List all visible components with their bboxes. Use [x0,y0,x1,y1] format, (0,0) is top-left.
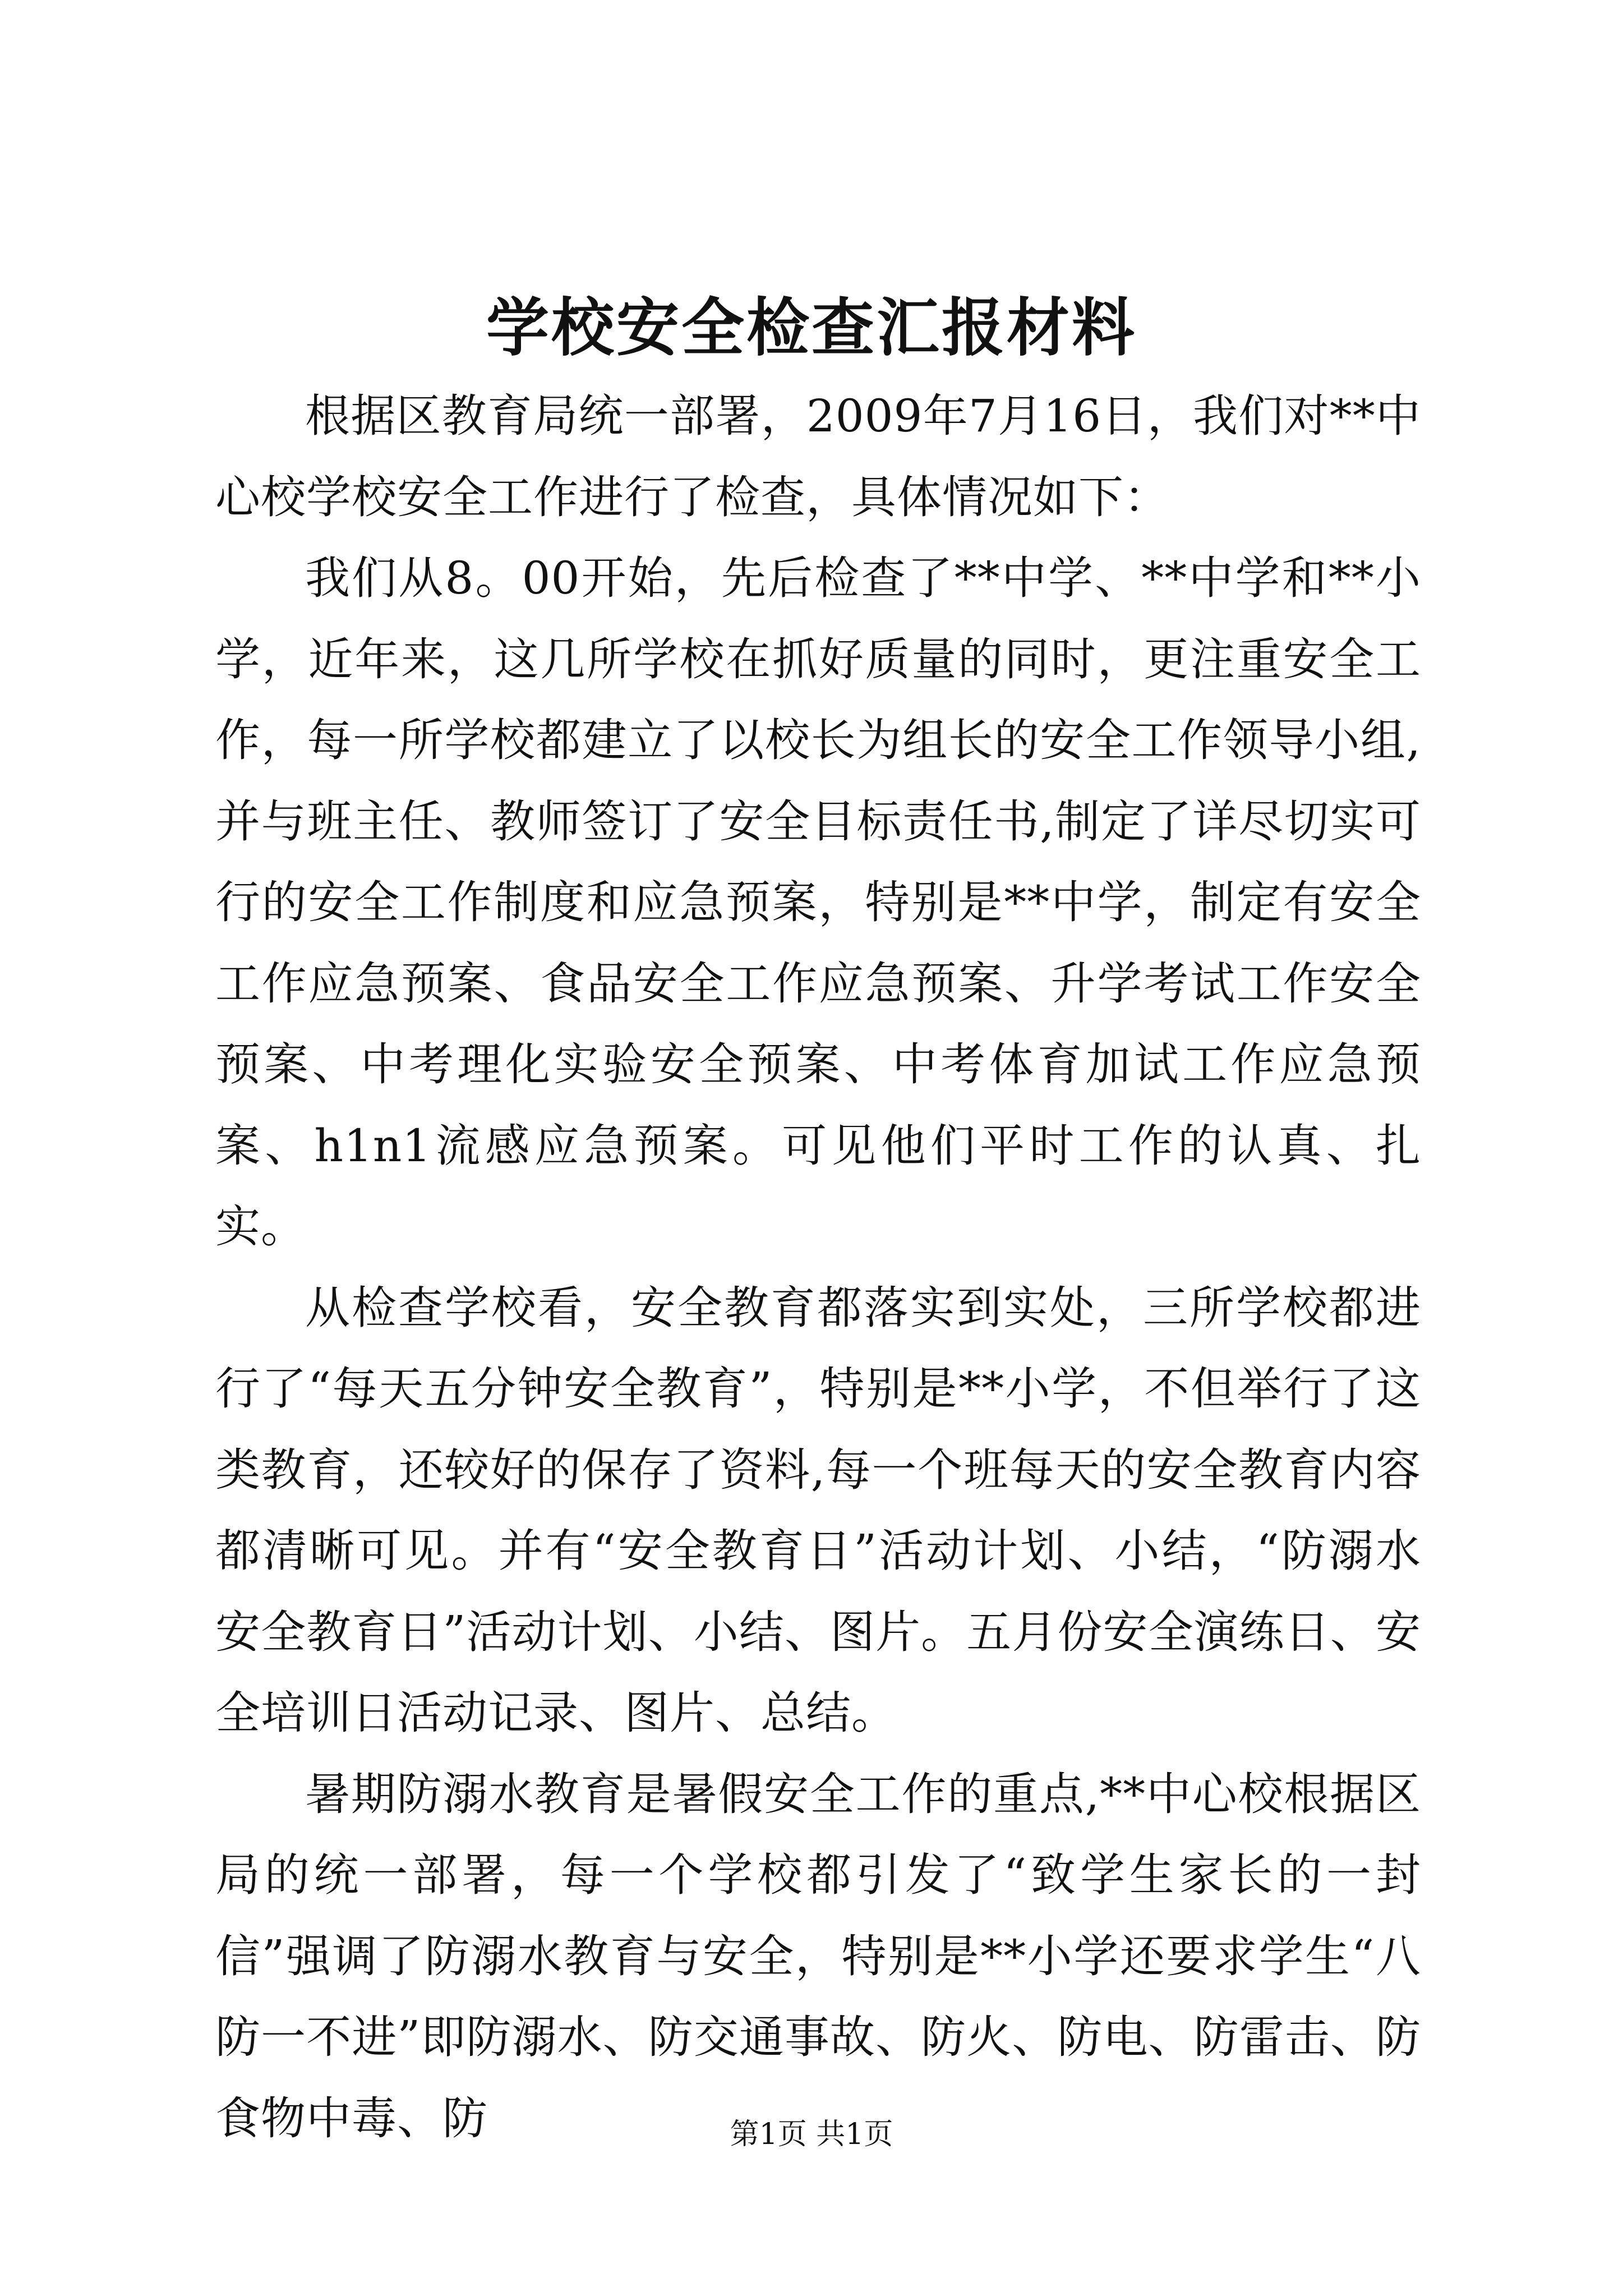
page-footer: 第1页 共1页 [730,2118,893,2151]
paragraph-2: 我们从8。00开始，先后检查了**中学、**中学和**小学，近年来，这几所学校在抓好质量的同时，更注重安全工作，每一所学校都建立了以校长为组长的安全工作领导小组,并与班主任、教师签订了安全目标责任书,制定了详尽切实可行的安全工作制度和应急预案，特别是**中学，制定有安全工作应急预案、食品安全工作应急预案、升学考试工作安全预案、中考理化实验安全预案、中考体育加试工作应急预案、h1n1流感应急预案。可见他们平时工作的认真、扎实。 [215,552,1421,1253]
paragraph-4: 暑期防溺水教育是暑假安全工作的重点,**中心校根据区局的统一部署，每一个学校都引发了“致学生家长的一封信”强调了防溺水教育与安全，特别是**小学还要求学生“八防一不进”即防溺水、防交通事故、防火、防电、防雷击、防食物中毒、防 [215,1768,1421,2145]
document-title: 学校安全检查汇报材料 [486,291,1137,365]
paragraph-3: 从检查学校看，安全教育都落实到实处，三所学校都进行了“每天五分钟安全教育”，特别是**小学，不但举行了这类教育，还较好的保存了资料,每一个班每天的安全教育内容都清晰可见。并有“安全教育日”活动计划、小结，“防溺水安全教育日”活动计划、小结、图片。五月份安全演练日、安全培训日活动记录、图片、总结。 [215,1281,1421,1739]
paragraph-1: 根据区教育局统一部署，2009年7月16日，我们对**中心校学校安全工作进行了检查，具体情况如下： [215,390,1421,523]
document-body [215,376,1421,2159]
